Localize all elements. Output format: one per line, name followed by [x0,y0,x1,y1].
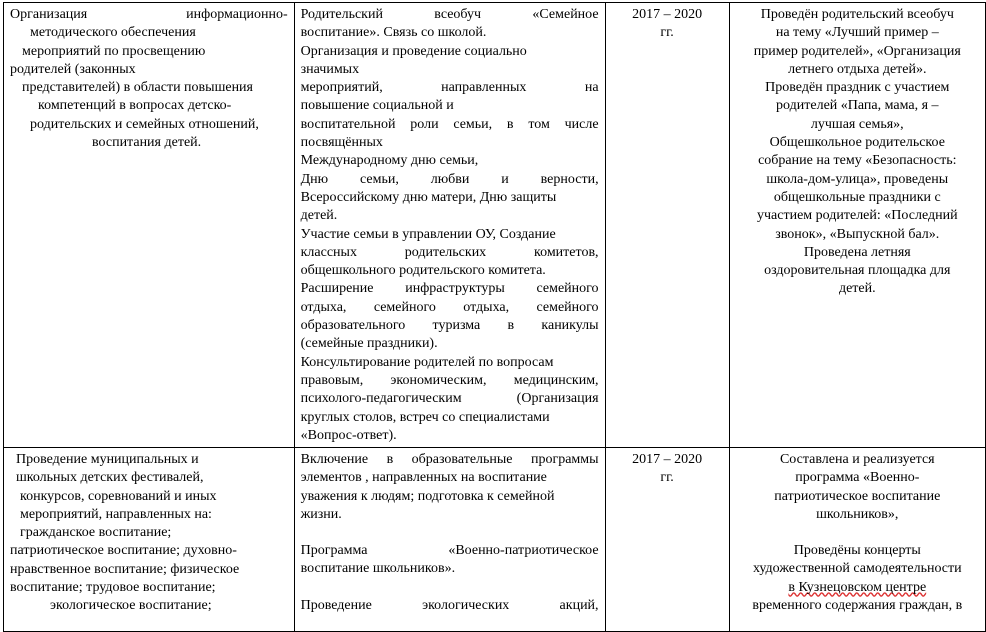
text-line: уважения к людям; подготовка к семейной [300,488,555,504]
text-line: нравственное воспитание; физическое [10,561,240,577]
text-line: методического обеспечения [30,25,196,41]
text-line: отдыха, семейного отдыха, семейного [300,299,599,315]
text-line: Составлена и реализуется [779,452,935,467]
text-line: воспитание; трудовое воспитание; [10,580,216,596]
text-line: Проведён родительский всеобуч [760,7,954,22]
text-line: представителей) в области повышения [22,80,253,96]
text-line: детей. [838,281,876,297]
text-line: повышение социальной и [300,98,454,114]
text-line: Проведение муниципальных и [16,452,199,467]
text-line: общешкольные праздники с [773,189,941,205]
text-line: Родительский всеобуч «Семейное [300,7,599,22]
text-line: пример родителей», «Организация [753,43,961,59]
text-line: Проведён праздник с участием [765,80,950,96]
table-row [4,3,986,448]
text-line: летнего отдыха детей». [788,61,927,77]
text-line: патриотическое воспитание [774,488,941,504]
text-line: воспитание школьников». [300,561,456,577]
text-line: экологическое воспитание; [50,598,212,614]
results-cell [729,3,985,448]
text-line: собрание на тему «Безопасность: [758,153,957,169]
text-line: правовым, экономическим, медицинским, [300,372,599,388]
text-line: жизни. [300,506,342,522]
activities-cell [294,448,605,632]
text-line: мероприятий, направленных на [300,80,599,96]
text-line: Включение в образовательные программы [300,452,599,467]
text-line: классных родительских комитетов, [300,244,599,260]
text-line: (семейные праздники). [300,336,438,352]
activities-cell [294,3,605,448]
period-years: 2017 – 2020 [632,452,703,467]
text-line: патриотическое воспитание; духовно- [10,543,237,559]
text-line: Участие семьи в управлении ОУ, Создание [300,226,556,242]
text-line: общешкольного родительского комитета. [300,263,546,279]
blank-line [301,579,599,597]
document-table [3,2,986,632]
text-line: родителей «Папа, мама, я – [776,98,939,114]
text-line: родительских и семейных отношений, [30,116,259,132]
objective-cell [4,3,295,448]
text-line: временного содержания граждан, в [752,598,963,614]
text-line: на тему «Лучший пример – [775,25,939,41]
text-line: мероприятий по просвещению [22,43,206,59]
text-line: Организация информационно- [10,7,288,22]
text-line: Проведена летняя [803,244,911,260]
text-line: участием родителей: «Последний [757,208,958,224]
text-line: программа «Военно- [795,470,920,486]
text-line: круглых столов, встреч со специалистами [300,409,550,425]
text-line: Программа «Военно-патриотическое [300,543,599,559]
text-line: значимых [300,61,360,77]
text-line: гражданское воспитание; [20,525,172,541]
objective-cell [4,448,295,632]
text-line: воспитание». Связь со школой. [300,25,487,41]
blank-line [301,524,599,542]
text-line: оздоровительная площадка для [764,263,951,279]
period-suffix: гг. [660,470,674,486]
text-line: Всероссийскому дню матери, Дню защиты [300,189,557,205]
text-line: звонок», «Выпускной бал». [775,226,940,242]
period-years: 2017 – 2020 [632,7,703,22]
text-line: детей. [300,208,338,224]
text-line: школьников», [816,506,899,522]
text-line: воспитательной роли семьи, в том числе [300,116,599,132]
text-line: компетенций в вопросах детско- [38,98,232,114]
text-line: в Кузнецовском центре [788,579,927,595]
text-line: Организация и проведение социально [300,43,527,59]
text-line: конкурсов, соревнований и иных [20,488,217,504]
text-line: психолого-педагогическим (Организация [300,391,599,407]
text-line: воспитания детей. [92,135,202,151]
text-line: образовательного туризма в каникулы [300,318,599,334]
blank-line [736,524,979,542]
text-line: элементов , направленных на воспитание [300,470,547,486]
text-line: «Вопрос-ответ). [300,427,397,443]
text-line: лучшая семья», [810,116,904,132]
text-line: художественной самодеятельности [752,561,962,577]
text-line: Консультирование родителей по вопросам [300,354,554,370]
text-line: мероприятий, направленных на: [20,506,212,522]
text-line: Дню семьи, любви и верности, [300,171,599,187]
text-line: Расширение инфраструктуры семейного [300,281,599,297]
text-line: посвящённых [300,135,383,151]
results-cell [729,448,985,632]
text-line: школа-дом-улица», проведены [766,171,949,187]
table-row [4,448,986,632]
period-cell [605,448,729,632]
text-line: Проведение экологических акций, [300,597,599,613]
period-cell [605,3,729,448]
text-line: Международному дню семьи, [300,153,479,169]
text-line: родителей (законных [10,61,136,77]
text-line: школьных детских фестивалей, [16,470,204,486]
period-suffix: гг. [660,25,674,41]
text-line: Общешкольное родительское [769,135,945,151]
text-line: Проведёны концерты [793,543,921,559]
